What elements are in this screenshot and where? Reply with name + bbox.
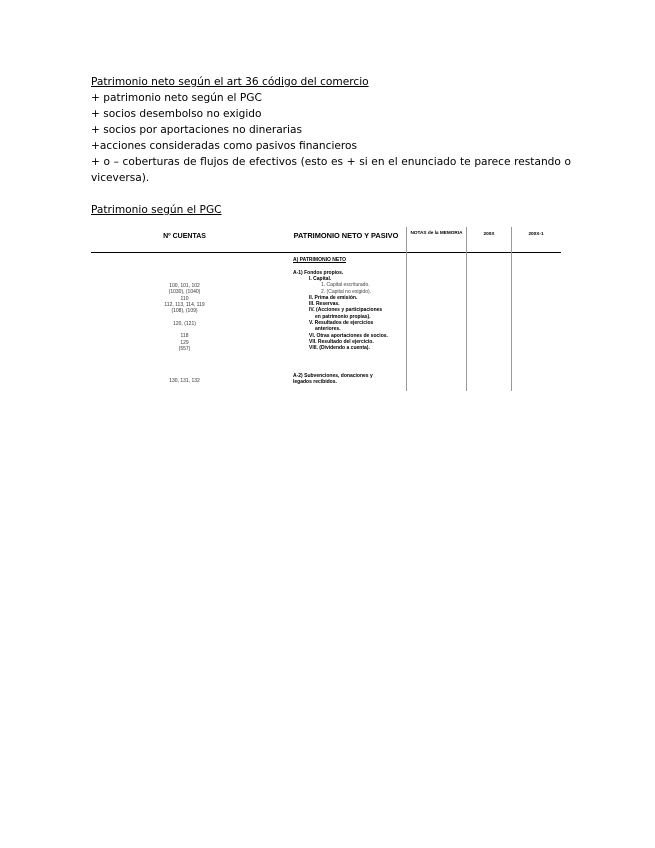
account-code: (1030), (1040)	[168, 289, 201, 296]
account-code: 100, 101, 102	[169, 283, 200, 289]
col-divider	[511, 227, 512, 391]
patrimonio-row: VIII. (Dividendo a cuenta).	[309, 345, 370, 352]
account-code: 118	[180, 333, 189, 340]
header-cuentas: Nº CUENTAS	[163, 233, 206, 240]
col-divider	[466, 227, 467, 391]
section-art36	[91, 74, 571, 186]
patrimonio-row: I. Capital.	[309, 275, 332, 282]
text-line: + socios desembolso no exigido	[91, 108, 262, 120]
text-line-coberturas: + o – coberturas de flujos de efectivos (esto es + si en el enunciado te parece restando o viceversa).	[91, 156, 571, 184]
header-divider	[91, 252, 561, 253]
header-year-current: 200X	[483, 231, 495, 236]
balance-table	[91, 227, 561, 391]
col-divider	[406, 227, 407, 391]
text-line: + socios por aportaciones no dinerarias	[91, 124, 302, 136]
header-year-previous: 200X-1	[528, 231, 544, 236]
patrimonio-row: en patrimonio propias).	[315, 313, 371, 320]
patrimonio-row: 2. (Capital no exigido).	[321, 288, 372, 295]
patrimonio-row: anteriores.	[315, 326, 341, 333]
account-code: 129	[180, 339, 189, 346]
text-line: +acciones consideradas como pasivos financieros	[91, 140, 358, 152]
patrimonio-row: III. Reservas.	[309, 301, 340, 308]
header-patrimonio: PATRIMONIO NETO Y PASIVO	[293, 231, 399, 240]
patrimonio-row: IV. (Acciones y participaciones	[309, 307, 383, 314]
header-notas: NOTAS de la MEMORIA	[410, 230, 463, 235]
account-subvenciones: 130, 131, 132	[169, 378, 200, 384]
patrimonio-row: II. Prima de emisión.	[309, 294, 358, 301]
patrimonio-row: A-1) Fondos propios.	[293, 269, 344, 276]
row-subvenciones: A-2) Subvenciones, donaciones y	[293, 373, 373, 379]
patrimonio-row: V. Resultados de ejercicios	[309, 320, 374, 326]
patrimonio-row: A) PATRIMONIO NETO	[293, 257, 347, 263]
row-subvenciones-cont: legados recibidos.	[293, 379, 337, 385]
heading-pgc: Patrimonio según el PGC	[91, 204, 222, 216]
account-code: 112, 113, 114, 119	[164, 301, 205, 308]
account-code: 110	[180, 295, 189, 302]
patrimonio-row: 1. Capital escriturado.	[321, 282, 370, 289]
patrimonio-row: VI. Otras aportaciones de socios.	[309, 332, 388, 339]
text-line: + patrimonio neto según el PGC	[91, 92, 262, 104]
account-code: (557)	[178, 346, 191, 352]
patrimonio-row: VII. Resultado del ejercicio.	[309, 338, 374, 345]
account-code: (108), (109)	[171, 308, 198, 315]
account-code: 120, (121)	[173, 320, 196, 327]
heading-art36: Patrimonio neto según el art 36 código del comercio	[91, 76, 369, 88]
